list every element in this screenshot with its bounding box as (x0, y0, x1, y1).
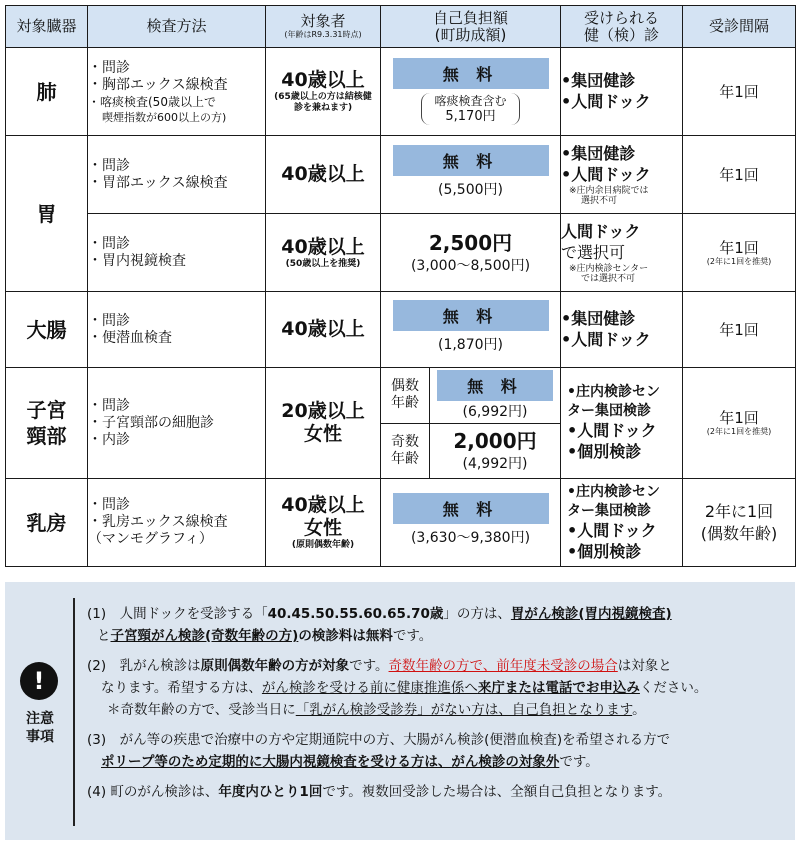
cost-stomach-endo: 2,500円 (3,000～8,500円) (381, 214, 561, 292)
age-stomach-xray: 40歳以上 (266, 136, 381, 214)
age-breast: 40歳以上 女性 (原則偶数年齢) (266, 479, 381, 567)
checkup-cervix: •庄内検診セン ター集団検診 •人間ドック •個別検診 (561, 368, 683, 479)
header-method: 検査方法 (88, 6, 266, 48)
header-cost: 自己負担額 (町助成額) (381, 6, 561, 48)
checkup-breast: •庄内検診セン ター集団検診 •人間ドック •個別検診 (561, 479, 683, 567)
note-3: (3) がん等の疾患で治療中の方や定期通院中の方、大腸がん検診(便潜血検査)を希望される方で (87, 732, 671, 748)
note-4: (4) 町のがん検診は、年度内ひとり1回です。複数回受診した場合は、全額自己負担となります。 (87, 784, 672, 800)
exclamation-icon: ! (20, 662, 58, 700)
interval-colon: 年1回 (683, 292, 796, 368)
cost-cervix (381, 368, 561, 479)
header-row (6, 6, 796, 48)
note-3-cont: ポリープ等のため定期的に大腸内視鏡検査を受ける方は、がん検診の対象外です。 (101, 754, 599, 770)
method-cervix: ・問診 ・子宮頸部の細胞診 ・内診 (88, 368, 266, 479)
method-breast: ・問診 ・乳房エックス線検査 （マンモグラフィ） (88, 479, 266, 567)
row-colon (6, 292, 796, 368)
checkup-lung: •集団健診 •人間ドック (561, 48, 683, 136)
method-stomach-xray: ・問診 ・胃部エックス線検査 (88, 136, 266, 214)
method-stomach-endo: ・問診 ・胃内視鏡検査 (88, 214, 266, 292)
notes-title: 注意 事項 (26, 711, 54, 745)
method-colon: ・問診 ・便潜血検査 (88, 292, 266, 368)
organ-breast: 乳房 (6, 479, 88, 567)
interval-stomach-xray: 年1回 (683, 136, 796, 214)
header-organ: 対象臓器 (6, 6, 88, 48)
organ-cervix: 子宮 頸部 (6, 368, 88, 479)
header-interval: 受診間隔 (683, 6, 796, 48)
cost-cervix-even: 無 料 (6,992円) (430, 368, 561, 423)
method-lung: ・問診 ・胸部エックス線検査 ・喀痰検査(50歳以上で 喫煙指数が600以上の方) (88, 48, 266, 136)
note-2-star: ＊奇数年齢の方で、受診当日に「乳がん検診受診券」がない方は、自己負担となります。 (107, 702, 646, 718)
organ-lung: 肺 (6, 48, 88, 136)
interval-lung: 年1回 (683, 48, 796, 136)
notes-list (83, 603, 788, 803)
organ-colon: 大腸 (6, 292, 88, 368)
even-age-label: 偶数 年齢 (381, 368, 430, 423)
notes-divider (73, 598, 75, 826)
note-2-cont: なります。希望する方は、がん検診を受ける前に健康推進係へ来庁または電話でお申込みください。 (101, 680, 708, 696)
checkup-stomach-xray: •集団健診 •人間ドック ※庄内余目病院では 選択不可 (561, 136, 683, 214)
age-cervix: 20歳以上 女性 (266, 368, 381, 479)
note-1-cont: と子宮頸がん検診(奇数年齢の方)の検診料は無料です。 (97, 628, 433, 644)
header-target: 対象者 (年齢はR9.3.31時点) (266, 6, 381, 48)
checkup-stomach-endo: 人間ドック で選択可 ※庄内検診センター では選択不可 (561, 214, 683, 292)
cost-colon: 無 料 (1,870円) (381, 292, 561, 368)
cancer-screening-table (5, 5, 796, 567)
cost-lung: 無 料 喀痰検査含む 5,170円 (381, 48, 561, 136)
header-checkup: 受けられる 健（検）診 (561, 6, 683, 48)
interval-stomach-endo: 年1回 (2年に1回を推奨) (683, 214, 796, 292)
interval-breast: 2年に1回 (偶数年齢) (683, 479, 796, 567)
age-colon: 40歳以上 (266, 292, 381, 368)
age-stomach-endo: 40歳以上 (50歳以上を推奨) (266, 214, 381, 292)
cost-breast: 無 料 (3,630～9,380円) (381, 479, 561, 567)
row-stomach-endo (6, 214, 796, 292)
organ-stomach: 胃 (6, 136, 88, 292)
age-lung: 40歳以上 (65歳以上の方は結核健診を兼ねます) (266, 48, 381, 136)
interval-cervix: 年1回 (2年に1回を推奨) (683, 368, 796, 479)
row-cervix (6, 368, 796, 479)
row-lung (6, 48, 796, 136)
cost-stomach-xray: 無 料 (5,500円) (381, 136, 561, 214)
note-2: (2) 乳がん検診は原則偶数年齢の方が対象です。奇数年齢の方で、前年度未受診の場合は対象と (87, 658, 672, 674)
checkup-colon: •集団健診 •人間ドック (561, 292, 683, 368)
odd-age-label: 奇数 年齢 (381, 423, 430, 478)
row-breast (6, 479, 796, 567)
cost-cervix-odd: 2,000円 (4,992円) (453, 428, 537, 472)
row-stomach-xray (6, 136, 796, 214)
note-1: (1) 人間ドックを受診する「40.45.50.55.60.65.70歳」の方は、胃がん検診(胃内視鏡検査) (87, 606, 672, 622)
